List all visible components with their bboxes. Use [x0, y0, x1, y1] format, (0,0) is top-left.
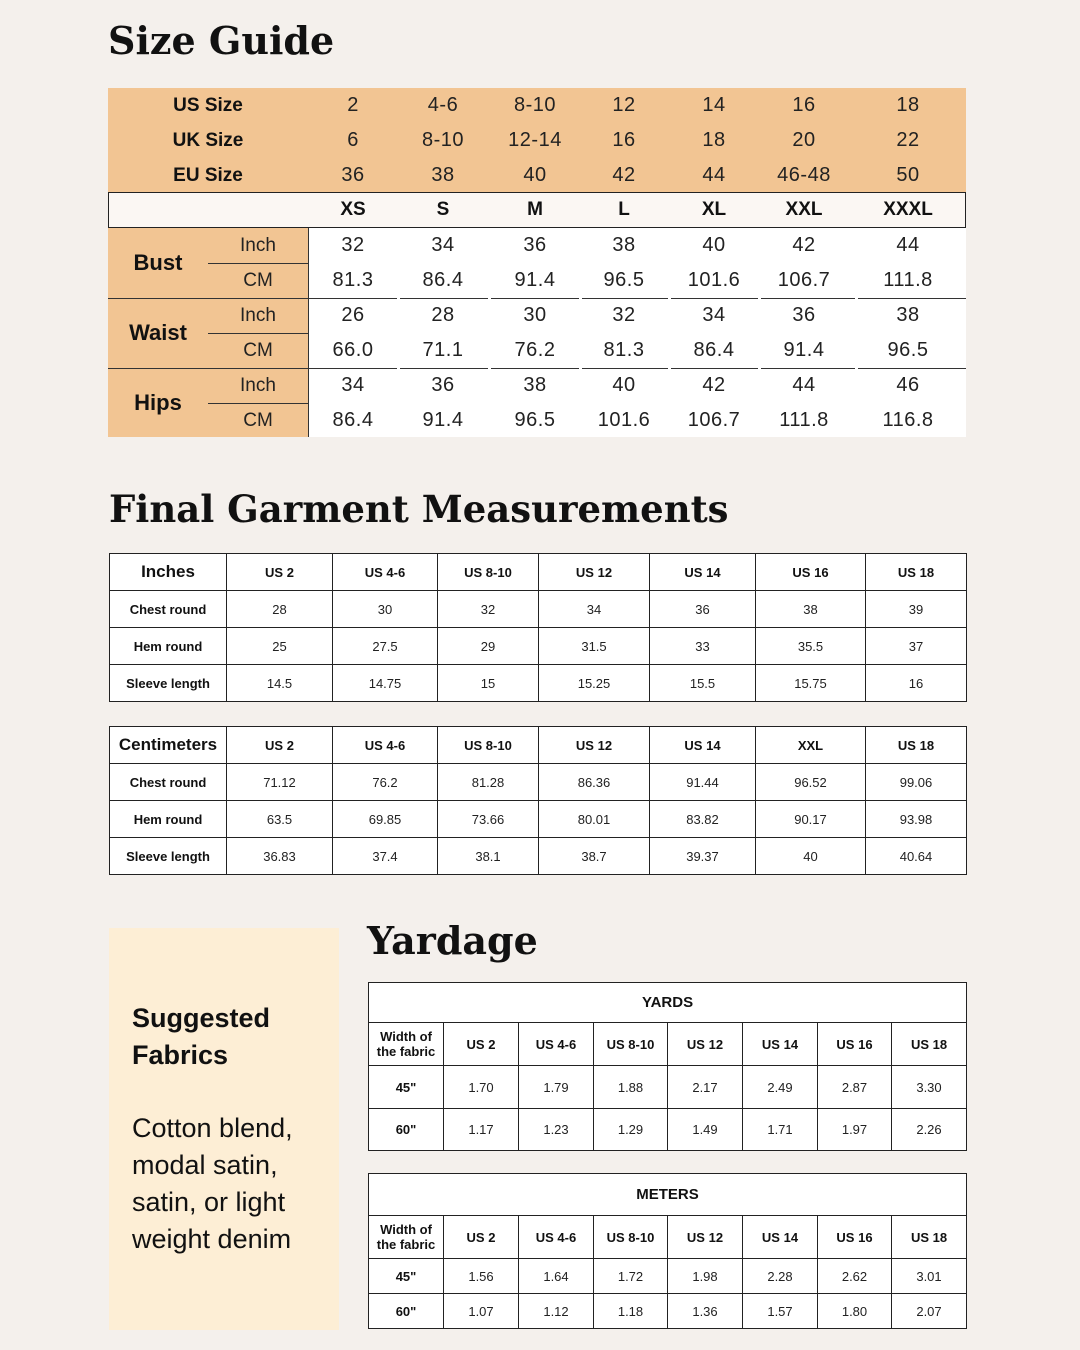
table-cell: 2.07: [892, 1294, 967, 1329]
table-row: [369, 1294, 967, 1329]
table-cell: 2.62: [818, 1259, 892, 1294]
inch-value: 34: [702, 304, 726, 326]
row-label: 45": [369, 1259, 444, 1294]
block-divider: [108, 368, 966, 369]
column-header: US 16: [818, 1216, 892, 1259]
yards-caption: YARDS: [369, 983, 967, 1023]
table-cell: 86.36: [539, 764, 650, 801]
table-cell: 3.01: [892, 1259, 967, 1294]
inch-value: 32: [612, 304, 636, 326]
uk-size-value: 18: [702, 129, 726, 151]
unit-divider: [208, 263, 308, 264]
cm-value: 86.4: [422, 269, 464, 291]
column-header: US 18: [866, 727, 967, 764]
eu-size-value: 46-48: [777, 164, 831, 186]
cm-value: 101.6: [687, 269, 741, 291]
row-label: Sleeve length: [110, 665, 227, 702]
column-header: US 12: [539, 727, 650, 764]
table-cell: 1.23: [519, 1109, 594, 1151]
table-cell: 29: [438, 628, 539, 665]
column-header: US 16: [818, 1023, 892, 1066]
cm-value: 96.5: [603, 269, 645, 291]
table-cell: 34: [539, 591, 650, 628]
cm-value: 106.7: [687, 409, 741, 431]
width-of-fabric-label: Width of the fabric: [369, 1023, 444, 1066]
inch-value: 36: [792, 304, 816, 326]
table-cell: 93.98: [866, 801, 967, 838]
row-label: Chest round: [110, 591, 227, 628]
table-cell: 69.85: [333, 801, 438, 838]
unit-cm-label: CM: [243, 269, 273, 291]
us-size-value: 16: [792, 94, 816, 116]
meters-table: [368, 1173, 967, 1329]
table-row: [110, 801, 967, 838]
table-cell: 1.80: [818, 1294, 892, 1329]
column-header: US 12: [668, 1023, 743, 1066]
eu-size-value: 40: [523, 164, 547, 186]
cm-value: 66.0: [332, 339, 374, 361]
column-header: US 12: [668, 1216, 743, 1259]
eu-size-value: 42: [612, 164, 636, 186]
unit-divider: [208, 403, 308, 404]
letter-size-value: XL: [701, 199, 727, 220]
table-cell: 27.5: [333, 628, 438, 665]
column-header: US 8-10: [594, 1023, 668, 1066]
inch-value: 44: [896, 234, 920, 256]
column-header: US 4-6: [519, 1023, 594, 1066]
table-row: [110, 838, 967, 875]
row-label: 60": [369, 1294, 444, 1329]
letter-size-value: L: [618, 199, 630, 220]
column-header: US 14: [743, 1023, 818, 1066]
row-label: Hem round: [110, 801, 227, 838]
cm-value: 86.4: [332, 409, 374, 431]
uk-size-value: 16: [612, 129, 636, 151]
inch-value: 28: [431, 304, 455, 326]
inch-value: 26: [341, 304, 365, 326]
measurement-label: Waist: [129, 320, 187, 345]
unit-inch-label: Inch: [240, 234, 276, 256]
inch-value: 44: [792, 374, 816, 396]
us-size-label: US Size: [173, 94, 243, 116]
inch-value: 36: [523, 234, 547, 256]
inch-value: 46: [896, 374, 920, 396]
yardage-title: Yardage: [367, 918, 538, 963]
table-cell: 83.82: [650, 801, 756, 838]
table-cell: 1.64: [519, 1259, 594, 1294]
table-cell: 1.71: [743, 1109, 818, 1151]
table-cell: 25: [227, 628, 333, 665]
table-cell: 71.12: [227, 764, 333, 801]
table-cell: 91.44: [650, 764, 756, 801]
column-header: US 14: [743, 1216, 818, 1259]
table-cell: 1.56: [444, 1259, 519, 1294]
column-header: US 2: [444, 1216, 519, 1259]
inch-value: 38: [612, 234, 636, 256]
letter-size-value: M: [527, 199, 543, 220]
inch-value: 34: [431, 234, 455, 256]
table-cell: 37.4: [333, 838, 438, 875]
table-caption-row: [369, 1174, 967, 1216]
table-cell: 1.79: [519, 1066, 594, 1109]
garment-centimeters-table: [109, 726, 967, 875]
suggested-fabrics-box: [109, 928, 339, 1330]
suggested-fabrics-title: Suggested Fabrics: [132, 1003, 271, 1070]
measurement-label: Bust: [133, 250, 183, 275]
table-row: [110, 628, 967, 665]
unit-cm-label: CM: [243, 339, 273, 361]
uk-size-value: 12-14: [508, 129, 562, 151]
table-cell: 1.07: [444, 1294, 519, 1329]
table-row: [369, 1109, 967, 1151]
column-header: US 2: [227, 727, 333, 764]
table-row: [369, 1066, 967, 1109]
table-cell: 2.49: [743, 1066, 818, 1109]
table-cell: 96.52: [756, 764, 866, 801]
table-cell: 28: [227, 591, 333, 628]
cm-value: 76.2: [514, 339, 556, 361]
column-gap: [758, 366, 761, 369]
table-cell: 14.75: [333, 665, 438, 702]
letter-size-value: XXL: [785, 199, 823, 220]
table-cell: 1.70: [444, 1066, 519, 1109]
table-cell: 80.01: [539, 801, 650, 838]
table-cell: 39.37: [650, 838, 756, 875]
suggested-fabrics-text: Cotton blend, modal satin, satin, or light weight denim: [132, 1113, 293, 1254]
unit-cm-label: CM: [243, 409, 273, 431]
uk-size-label: UK Size: [172, 129, 244, 151]
yards-table: [368, 982, 967, 1151]
cm-value: 111.8: [779, 409, 829, 431]
row-label: 45": [369, 1066, 444, 1109]
table-cell: 15.75: [756, 665, 866, 702]
us-size-value: 12: [612, 94, 636, 116]
table-cell: 15.5: [650, 665, 756, 702]
column-header: US 18: [892, 1023, 967, 1066]
inch-value: 42: [702, 374, 726, 396]
table-header-row: [110, 727, 967, 764]
uk-size-value: 20: [792, 129, 816, 151]
column-header: US 12: [539, 554, 650, 591]
us-size-value: 14: [702, 94, 726, 116]
table-cell: 1.98: [668, 1259, 743, 1294]
eu-size-label: EU Size: [173, 164, 243, 186]
inch-value: 40: [612, 374, 636, 396]
table-cell: 40.64: [866, 838, 967, 875]
table-row: [110, 764, 967, 801]
column-gap: [855, 366, 858, 369]
cm-value: 96.5: [887, 339, 929, 361]
table-cell: 90.17: [756, 801, 866, 838]
table-row: [110, 591, 967, 628]
width-of-fabric-label: Width of the fabric: [369, 1216, 444, 1259]
row-label: Chest round: [110, 764, 227, 801]
letter-size-value: S: [436, 199, 450, 220]
inch-value: 38: [523, 374, 547, 396]
values-separator: [308, 228, 309, 437]
table-cell: 3.30: [892, 1066, 967, 1109]
table-cell: 31.5: [539, 628, 650, 665]
us-size-value: 4-6: [427, 94, 459, 116]
table-caption-row: [369, 983, 967, 1023]
table-cell: 73.66: [438, 801, 539, 838]
table-cell: 1.18: [594, 1294, 668, 1329]
cm-value: 86.4: [693, 339, 735, 361]
column-header: US 4-6: [333, 727, 438, 764]
inch-value: 32: [341, 234, 365, 256]
column-header: US 2: [444, 1023, 519, 1066]
us-size-value: 8-10: [513, 94, 557, 116]
column-header: US 4-6: [519, 1216, 594, 1259]
cm-value: 111.8: [883, 269, 933, 291]
measurement-label: Hips: [134, 390, 182, 415]
unit-inch-label: Inch: [240, 304, 276, 326]
column-header: US 8-10: [438, 727, 539, 764]
eu-size-value: 38: [431, 164, 455, 186]
final-garment-title: Final Garment Measurements: [109, 487, 729, 531]
table-cell: 38.1: [438, 838, 539, 875]
table-cell: 1.97: [818, 1109, 892, 1151]
column-gap: [488, 366, 491, 369]
table-cell: 30: [333, 591, 438, 628]
cm-value: 116.8: [882, 409, 934, 431]
column-header: US 8-10: [438, 554, 539, 591]
table-cell: 1.36: [668, 1294, 743, 1329]
size-guide-table: [108, 88, 966, 437]
column-header: US 14: [650, 554, 756, 591]
size-guide-title: Size Guide: [108, 18, 335, 63]
column-header: US 14: [650, 727, 756, 764]
us-size-value: 18: [896, 94, 920, 116]
column-gap: [397, 366, 400, 369]
row-label: Hem round: [110, 628, 227, 665]
column-header: US 18: [866, 554, 967, 591]
table-cell: 2.28: [743, 1259, 818, 1294]
table-header-row: [369, 1216, 967, 1259]
table-cell: 63.5: [227, 801, 333, 838]
cm-value: 91.4: [514, 269, 556, 291]
letter-size-value: XXXL: [883, 199, 933, 220]
us-size-value: 2: [347, 94, 359, 116]
cm-value: 71.1: [422, 339, 464, 361]
column-gap: [668, 366, 671, 369]
column-header: US 8-10: [594, 1216, 668, 1259]
column-gap: [855, 296, 858, 299]
table-row: [369, 1259, 967, 1294]
table-corner-label: Centimeters: [110, 727, 227, 764]
table-cell: 36: [650, 591, 756, 628]
inch-value: 36: [431, 374, 455, 396]
table-cell: 38: [756, 591, 866, 628]
cm-value: 96.5: [514, 409, 556, 431]
cm-value: 101.6: [597, 409, 651, 431]
table-cell: 15: [438, 665, 539, 702]
table-cell: 2.17: [668, 1066, 743, 1109]
table-cell: 1.72: [594, 1259, 668, 1294]
cm-value: 91.4: [783, 339, 825, 361]
table-cell: 1.29: [594, 1109, 668, 1151]
column-gap: [579, 296, 582, 299]
uk-size-value: 8-10: [421, 129, 465, 151]
table-cell: 81.28: [438, 764, 539, 801]
table-cell: 15.25: [539, 665, 650, 702]
meters-caption: METERS: [369, 1174, 967, 1216]
uk-size-value: 22: [896, 129, 920, 151]
column-gap: [758, 296, 761, 299]
garment-inches-table: [109, 553, 967, 702]
table-cell: 16: [866, 665, 967, 702]
block-divider: [108, 298, 966, 299]
cm-value: 106.7: [777, 269, 831, 291]
inch-value: 42: [792, 234, 816, 256]
cm-value: 91.4: [422, 409, 464, 431]
row-label: Sleeve length: [110, 838, 227, 875]
table-header-row: [110, 554, 967, 591]
row-label: 60": [369, 1109, 444, 1151]
column-header: US 18: [892, 1216, 967, 1259]
column-gap: [668, 296, 671, 299]
table-cell: 1.88: [594, 1066, 668, 1109]
table-cell: 1.49: [668, 1109, 743, 1151]
table-cell: 38.7: [539, 838, 650, 875]
inch-value: 30: [523, 304, 547, 326]
inch-value: 38: [896, 304, 920, 326]
unit-inch-label: Inch: [240, 374, 276, 396]
eu-size-value: 50: [896, 164, 920, 186]
uk-size-value: 6: [347, 129, 359, 151]
table-corner-label: Inches: [110, 554, 227, 591]
table-cell: 1.12: [519, 1294, 594, 1329]
table-cell: 2.26: [892, 1109, 967, 1151]
table-row: [110, 665, 967, 702]
table-cell: 35.5: [756, 628, 866, 665]
column-header: US 16: [756, 554, 866, 591]
inch-value: 40: [702, 234, 726, 256]
table-cell: 33: [650, 628, 756, 665]
table-cell: 40: [756, 838, 866, 875]
letter-size-value: XS: [340, 199, 366, 220]
cm-value: 81.3: [603, 339, 645, 361]
table-cell: 76.2: [333, 764, 438, 801]
column-header: XXL: [756, 727, 866, 764]
table-cell: 14.5: [227, 665, 333, 702]
cm-value: 81.3: [332, 269, 374, 291]
table-cell: 39: [866, 591, 967, 628]
table-cell: 2.87: [818, 1066, 892, 1109]
table-header-row: [369, 1023, 967, 1066]
unit-divider: [208, 333, 308, 334]
table-cell: 1.57: [743, 1294, 818, 1329]
table-cell: 36.83: [227, 838, 333, 875]
column-gap: [579, 366, 582, 369]
column-header: US 4-6: [333, 554, 438, 591]
table-cell: 99.06: [866, 764, 967, 801]
eu-size-value: 36: [341, 164, 365, 186]
column-gap: [488, 296, 491, 299]
inch-value: 34: [341, 374, 365, 396]
table-cell: 37: [866, 628, 967, 665]
column-gap: [397, 296, 400, 299]
table-cell: 32: [438, 591, 539, 628]
table-cell: 1.17: [444, 1109, 519, 1151]
eu-size-value: 44: [702, 164, 726, 186]
column-header: US 2: [227, 554, 333, 591]
